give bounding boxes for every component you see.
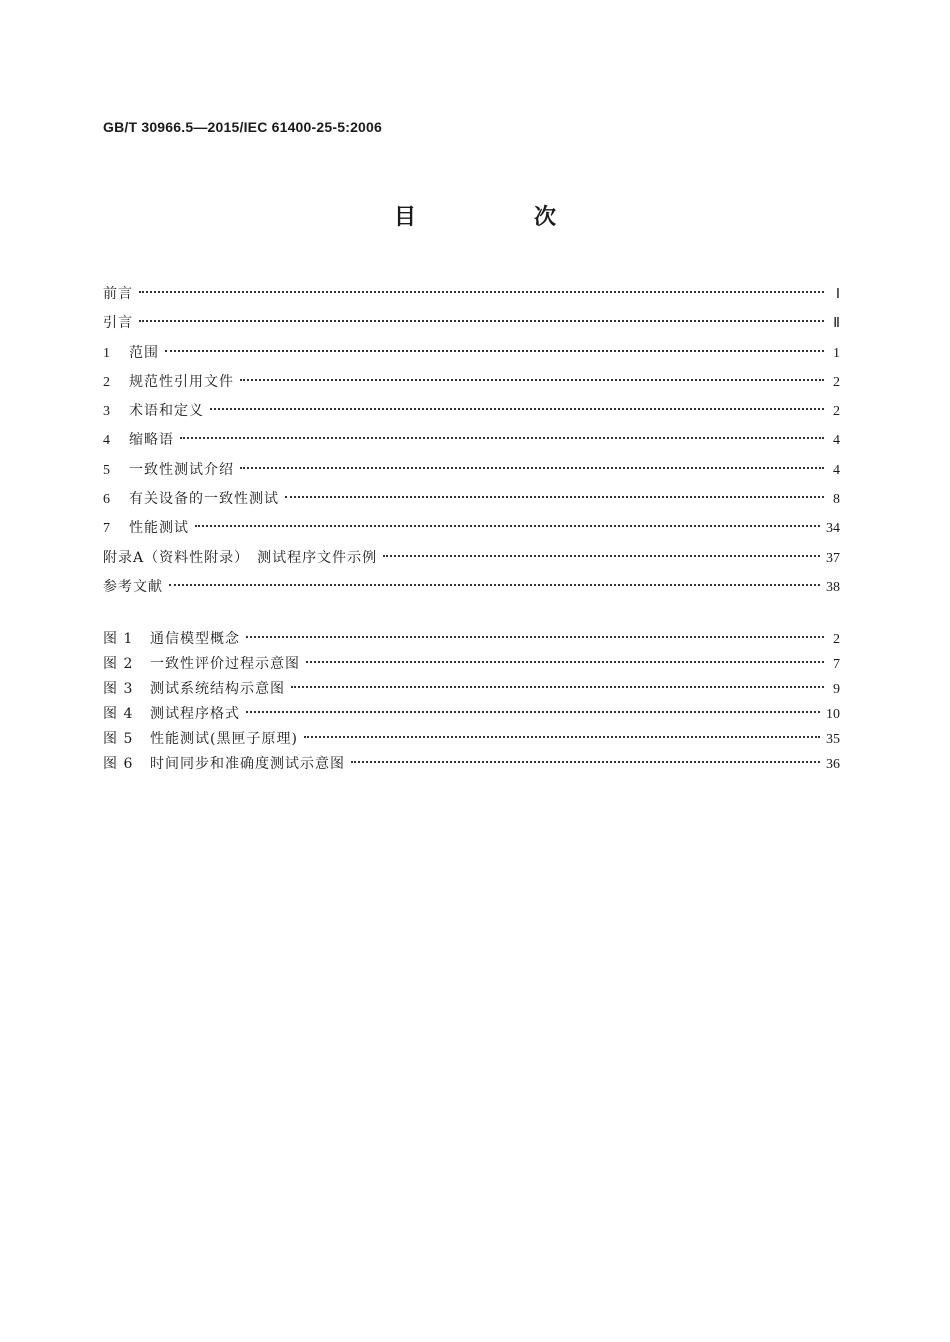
dot-leader <box>285 496 824 498</box>
toc-entry-label: 附录A（资料性附录） 测试程序文件示例 <box>103 549 378 566</box>
figure-entry-label <box>103 627 240 652</box>
figure-page-number: 7 <box>833 657 840 672</box>
toc-section-number: 7 <box>103 521 111 537</box>
toc-entry-label <box>103 485 279 514</box>
toc-entry-performance-tests[interactable] <box>103 514 840 543</box>
toc-entry-abbreviations[interactable] <box>103 426 840 455</box>
figure-page-number: 10 <box>826 707 840 722</box>
toc-page-number: 1 <box>833 345 840 361</box>
toc-entry-label: 引言 <box>103 315 133 332</box>
toc-page-number: 2 <box>833 404 840 420</box>
figure-title: 测试程序格式 <box>150 706 240 722</box>
toc-section-number: 3 <box>103 404 111 420</box>
toc-entry-label: 参考文献 <box>103 578 163 595</box>
toc-section-title: 术语和定义 <box>129 403 204 420</box>
table-of-contents <box>103 280 840 602</box>
toc-section-title: 范围 <box>129 344 159 361</box>
figure-title: 性能测试(黑匣子原理) <box>150 731 298 747</box>
toc-entry-label <box>103 339 159 368</box>
toc-entry-annex-a[interactable] <box>103 544 840 573</box>
toc-section-number: 2 <box>103 374 111 390</box>
toc-entry-introduction[interactable] <box>103 309 840 338</box>
toc-entry-label: 前言 <box>103 286 133 302</box>
dot-leader <box>246 711 820 713</box>
toc-section-number: 6 <box>103 492 111 508</box>
figure-page-number: 2 <box>833 632 840 647</box>
figure-entry-5[interactable] <box>103 727 840 752</box>
toc-section-title: 一致性测试介绍 <box>129 461 234 478</box>
dot-leader <box>240 379 824 381</box>
figure-entry-4[interactable] <box>103 702 840 727</box>
dot-leader <box>180 437 824 439</box>
figure-entry-label <box>103 652 300 677</box>
dot-leader <box>246 636 824 638</box>
dot-leader <box>165 350 824 352</box>
toc-page-number: 2 <box>833 374 840 390</box>
toc-page-number: Ⅰ <box>835 287 840 302</box>
dot-leader <box>304 736 820 738</box>
toc-entry-label <box>103 368 234 397</box>
dot-leader <box>351 761 820 763</box>
toc-page-number: 4 <box>833 433 840 449</box>
toc-page-number: 8 <box>833 492 840 508</box>
figure-number: 图 4 <box>103 706 134 722</box>
dot-leader <box>383 555 820 557</box>
dot-leader <box>139 291 824 293</box>
toc-page-number: 4 <box>833 462 840 478</box>
toc-section-title: 性能测试 <box>129 520 189 537</box>
figure-number: 图 1 <box>103 631 134 647</box>
toc-entry-label <box>103 397 204 426</box>
toc-page-number: 34 <box>826 521 840 537</box>
dot-leader <box>240 467 824 469</box>
dot-leader <box>169 584 820 586</box>
figure-title: 测试系统结构示意图 <box>150 681 285 697</box>
figure-title: 通信模型概念 <box>150 631 240 647</box>
toc-section-number: 4 <box>103 433 111 449</box>
toc-page-number: 37 <box>826 550 840 566</box>
figure-page-number: 9 <box>833 682 840 697</box>
figure-page-number: 35 <box>826 732 840 747</box>
figure-entry-label <box>103 752 345 777</box>
figure-entry-2[interactable] <box>103 652 840 677</box>
figure-title: 时间同步和准确度测试示意图 <box>150 756 345 772</box>
dot-leader <box>195 525 820 527</box>
toc-page-number: 38 <box>826 579 840 595</box>
figure-title: 一致性评价过程示意图 <box>150 656 300 672</box>
dot-leader <box>139 320 824 322</box>
figure-entry-label <box>103 677 285 702</box>
toc-section-title: 有关设备的一致性测试 <box>129 491 279 508</box>
figure-number: 图 2 <box>103 656 134 672</box>
toc-entry-normative-references[interactable] <box>103 368 840 397</box>
figure-number: 图 6 <box>103 756 134 772</box>
figure-entry-1[interactable] <box>103 627 840 652</box>
toc-entry-label <box>103 456 234 485</box>
figure-entry-3[interactable] <box>103 677 840 702</box>
page-title: 目 次 <box>393 205 604 230</box>
toc-section-number: 5 <box>103 462 111 478</box>
list-of-figures <box>103 627 840 777</box>
toc-entry-label <box>103 426 174 455</box>
figure-number: 图 3 <box>103 681 134 697</box>
toc-section-number: 1 <box>103 345 111 361</box>
toc-section-title: 规范性引用文件 <box>129 373 234 390</box>
toc-page-number: Ⅱ <box>833 316 840 332</box>
figure-number: 图 5 <box>103 731 134 747</box>
toc-section-title: 缩略语 <box>129 432 174 449</box>
toc-entry-label <box>103 514 189 543</box>
toc-entry-bibliography[interactable] <box>103 573 840 602</box>
dot-leader <box>306 661 824 663</box>
figure-entry-label <box>103 727 298 752</box>
toc-entry-terms-definitions[interactable] <box>103 397 840 426</box>
figure-page-number: 36 <box>826 757 840 772</box>
figure-entry-label <box>103 702 240 727</box>
dot-leader <box>291 686 824 688</box>
toc-entry-conformance-intro[interactable] <box>103 456 840 485</box>
figure-entry-6[interactable] <box>103 752 840 777</box>
toc-entry-scope[interactable] <box>103 339 840 368</box>
toc-entry-device-conformance[interactable] <box>103 485 840 514</box>
dot-leader <box>210 408 824 410</box>
toc-entry-preface[interactable] <box>103 280 840 309</box>
standard-number: GB/T 30966.5—2015/IEC 61400-25-5:2006 <box>103 119 383 135</box>
